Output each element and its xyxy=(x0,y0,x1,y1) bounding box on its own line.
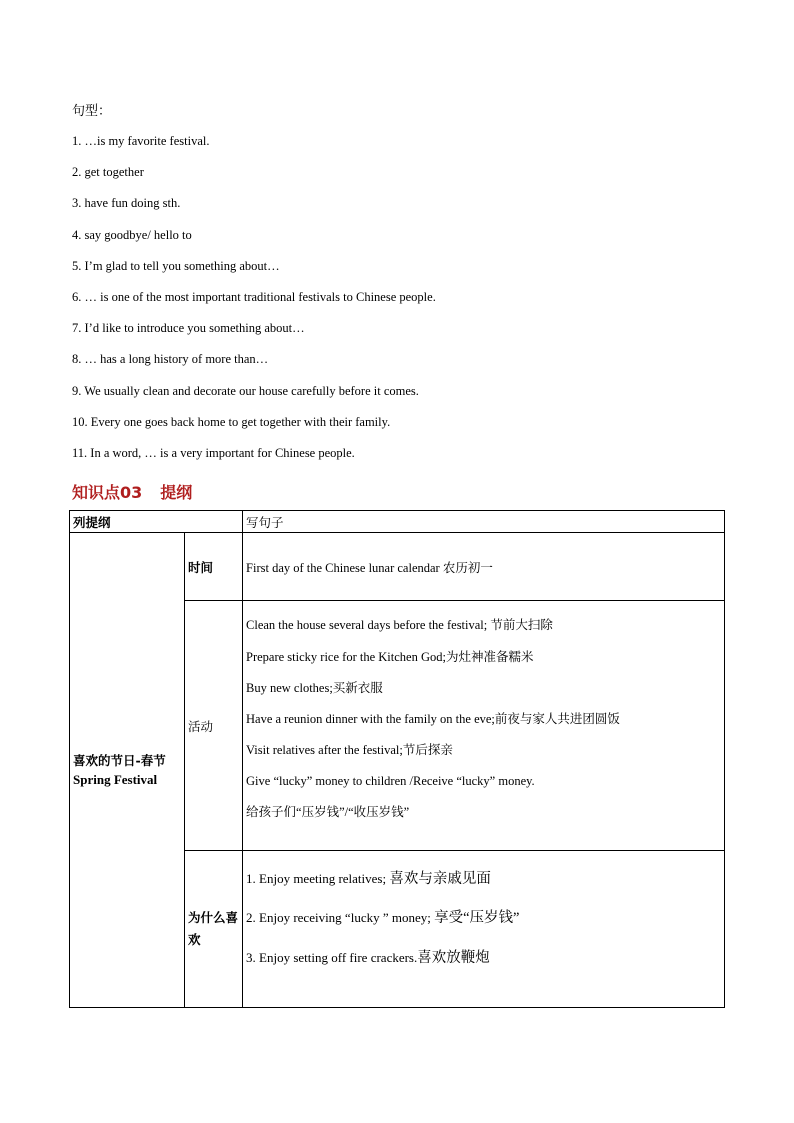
pattern-item: 10. Every one goes back home to get together with their family. xyxy=(72,414,391,429)
activity-item: Clean the house several days before the festival; 节前大扫除 xyxy=(246,618,553,633)
table-header-row xyxy=(70,511,725,533)
pattern-item: 4. say goodbye/ hello to xyxy=(72,227,192,242)
pattern-item: 7. I’d like to introduce you something about… xyxy=(72,321,305,336)
pattern-item: 6. … is one of the most important traditional festivals to Chinese people. xyxy=(72,289,436,304)
activity-item: Have a reunion dinner with the family on the eve;前夜与家人共进团圆饭 xyxy=(246,711,620,726)
reasons-cell xyxy=(243,851,725,1008)
section-title-text: 提纲 xyxy=(160,483,193,502)
activity-item: Give “lucky” money to children /Receive “lucky” money. xyxy=(246,774,535,789)
activity-item: Buy new clothes;买新衣服 xyxy=(246,680,383,695)
activity-item: Prepare sticky rice for the Kitchen God;为灶神准备糯米 xyxy=(246,649,534,664)
pattern-item: 11. In a word, … is a very important for Chinese people. xyxy=(72,445,355,460)
pattern-item: 9. We usually clean and decorate our house carefully before it comes. xyxy=(72,383,419,398)
header-sentences-cell: 写句子 xyxy=(243,511,725,533)
why-label: 为什么喜欢 xyxy=(185,851,243,1008)
header-outline-cell: 列提纲 xyxy=(70,511,243,533)
section-title xyxy=(72,480,192,503)
time-text: First day of the Chinese lunar calendar 农历初一 xyxy=(243,533,725,601)
activity-label: 活动 xyxy=(185,601,243,851)
festival-name-zh: 喜欢的节日-春节 xyxy=(73,753,166,768)
pattern-item: 1. …is my favorite festival. xyxy=(72,134,210,148)
pattern-item: 5. I’m glad to tell you something about… xyxy=(72,258,280,273)
section-number: 知识点03 xyxy=(72,483,143,502)
activity-item: Visit relatives after the festival;节后探亲 xyxy=(246,743,453,758)
pattern-item: 2. get together xyxy=(72,165,144,180)
festival-name-en: Spring Festival xyxy=(73,772,158,787)
pattern-item: 3. have fun doing sth. xyxy=(72,196,181,211)
pattern-item: 8. … has a long history of more than… xyxy=(72,352,269,367)
sentence-patterns-heading: 句型： xyxy=(72,104,112,119)
outline-table xyxy=(69,510,725,1008)
table-row xyxy=(70,533,725,601)
festival-cell xyxy=(70,533,185,1008)
time-label: 时间 xyxy=(185,533,243,601)
reason-item: 1. Enjoy meeting relatives; 喜欢与亲戚见面 xyxy=(246,870,491,887)
activity-item: 给孩子们“压岁钱”/“收压岁钱” xyxy=(246,805,410,820)
activities-cell xyxy=(243,601,725,851)
reason-item: 3. Enjoy setting off fire crackers.喜欢放鞭炮 xyxy=(246,949,490,966)
sentence-patterns-list xyxy=(72,132,436,475)
reason-item: 2. Enjoy receiving “lucky ” money; 享受“压岁钱” xyxy=(246,910,520,927)
